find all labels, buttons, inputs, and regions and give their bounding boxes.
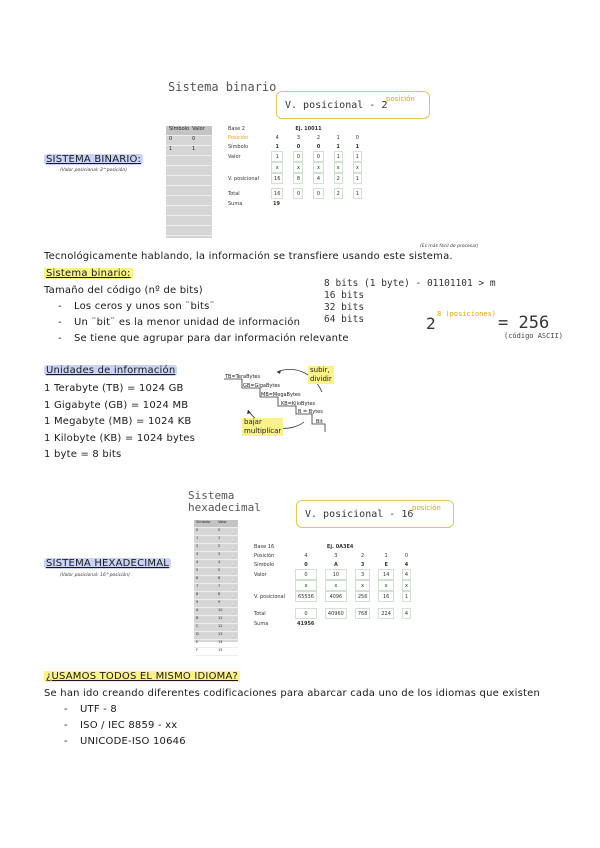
intro-text: Tecnológicamente hablando, la información se transfiere usando este sistema.	[44, 251, 453, 262]
table-header: Símbolo Valor	[166, 126, 212, 136]
hex-positional-box	[296, 500, 454, 528]
table-row	[166, 186, 212, 196]
binary-card-title: Sistema binario	[168, 80, 277, 94]
table-row: 2 2	[194, 544, 238, 552]
hex-section-label: SISTEMA HEXADECIMAL	[46, 558, 170, 569]
list-item: - UTF - 8	[50, 704, 350, 720]
table-row: A 10	[194, 608, 238, 616]
hex-card-title: Sistema hexadecimal	[188, 489, 261, 514]
table-header: Símbolo Valor	[194, 520, 238, 528]
table-row	[166, 176, 212, 186]
hex-positional-text: V. posicional - 16	[305, 509, 414, 520]
binary-positional-box	[276, 91, 430, 119]
units-stairs-diagram	[222, 362, 340, 442]
table-row: C 12	[194, 624, 238, 632]
table-row: 0 0	[166, 136, 212, 146]
table-row: F 15	[194, 648, 238, 656]
list-item: - ISO / IEC 8859 - xx	[50, 720, 350, 736]
bits-line: 64 bits	[324, 314, 365, 325]
step-kb: KB=KiloBytes	[281, 401, 316, 407]
table-row	[166, 206, 212, 216]
ascii-formula	[426, 310, 576, 350]
binary-symbol-table	[166, 126, 212, 238]
table-row	[166, 226, 212, 236]
step-bit: Bit	[316, 419, 323, 425]
list-item: - UNICODE-ISO 10646	[50, 736, 350, 752]
step-mb: MB=MegaBytes	[261, 392, 301, 398]
table-row: 7 7	[194, 584, 238, 592]
formula-sup: 8 (posiciones)	[437, 310, 497, 318]
list-item: - Un ¨bit¨ es la menor unidad de información	[44, 317, 354, 333]
table-row	[166, 196, 212, 206]
language-heading: ¿USAMOS TODOS EL MISMO IDIOMA?	[46, 671, 239, 682]
list-item: 1 Gigabyte (GB) = 1024 MB	[44, 399, 189, 411]
binary-system-heading: Sistema binario:	[46, 268, 131, 279]
table-row: 9 9	[194, 600, 238, 608]
list-item: 1 byte = 8 bits	[44, 449, 122, 460]
table-row: 1 1	[166, 146, 212, 156]
list-item: 1 Kilobyte (KB) = 1024 bytes	[44, 432, 196, 444]
bits-bullet-list	[44, 301, 354, 349]
hex-positional-sup: posición	[412, 504, 441, 512]
down-label: bajar multiplicar	[244, 418, 282, 435]
table-row: B 11	[194, 616, 238, 624]
list-item: 1 Terabyte (TB) = 1024 GB	[44, 383, 184, 394]
table-row	[166, 166, 212, 176]
bits-line: 32 bits	[324, 302, 365, 313]
units-heading: Unidades de información	[46, 365, 176, 376]
formula-base: 2	[426, 314, 436, 333]
table-row: E 14	[194, 640, 238, 648]
step-gb: GB=GigaBytes	[243, 383, 281, 389]
bits-line: 16 bits	[324, 290, 365, 301]
list-item: 1 Megabyte (MB) = 1024 KB	[44, 416, 192, 427]
table-row	[166, 216, 212, 226]
binary-positional-sup: posición	[386, 95, 415, 103]
hex-card	[186, 490, 456, 650]
step-tb: TB=TeraBytes	[225, 374, 261, 380]
units-list	[44, 381, 195, 464]
binary-card	[166, 80, 431, 220]
table-row: D 13	[194, 632, 238, 640]
table-row: 5 5	[194, 568, 238, 576]
intro-note: (Es más fácil de procesar)	[420, 244, 479, 249]
binary-calc-table: Base 2 Ej. 10011 Posición 4 3 2 1 0 Símbolo 1 0 0 1 1 Valor 1 0 0 1 1 x x x x x V. posicional 16 8 4 2 1 Total 16 0 0 2 1 Suma 19	[216, 124, 372, 208]
hex-calc-table: Base 16 Ej. 0A3E4 Posición 4 3 2 1 0 Símbolo 0 A 3 E 4 Valor 0 10 3 14 4 x x x x x V. posicional 65536 4096 256 16 1 Total 0 40960 768 224 4 Suma 41956	[244, 542, 419, 628]
table-row: 8 8	[194, 592, 238, 600]
binary-section-label: SISTEMA BINARIO:	[46, 154, 142, 165]
table-row: 3 3	[194, 552, 238, 560]
hex-positional-note: (Valor posicional: 16^posición)	[60, 573, 130, 578]
binary-positional-note: (Valor posicional: 2^posición)	[60, 168, 127, 173]
list-item: - Los ceros y unos son ¨bits¨	[44, 301, 354, 317]
table-row: 0 0	[194, 528, 238, 536]
table-row: 4 4	[194, 560, 238, 568]
list-item: - Se tiene que agrupar para dar información relevante	[44, 333, 354, 349]
formula-result: = 256	[498, 313, 550, 333]
language-text: Se han ido creando diferentes codificaciones para abarcar cada uno de los idiomas que existen	[44, 688, 541, 699]
bits-size-label: Tamaño del código (nº de bits)	[44, 285, 203, 296]
encodings-list	[50, 704, 350, 752]
table-row	[166, 156, 212, 166]
up-label: subir, dividir	[310, 366, 332, 383]
table-row: 1 1	[194, 536, 238, 544]
binary-positional-text: V. posicional - 2	[285, 100, 388, 111]
table-row: 6 6	[194, 576, 238, 584]
bits-line: 8 bits (1 byte) - 01101101 > m	[324, 278, 496, 289]
hex-symbol-table	[194, 520, 238, 652]
step-b: B = Bytes	[298, 409, 323, 415]
formula-caption: (código ASCII)	[504, 332, 564, 340]
